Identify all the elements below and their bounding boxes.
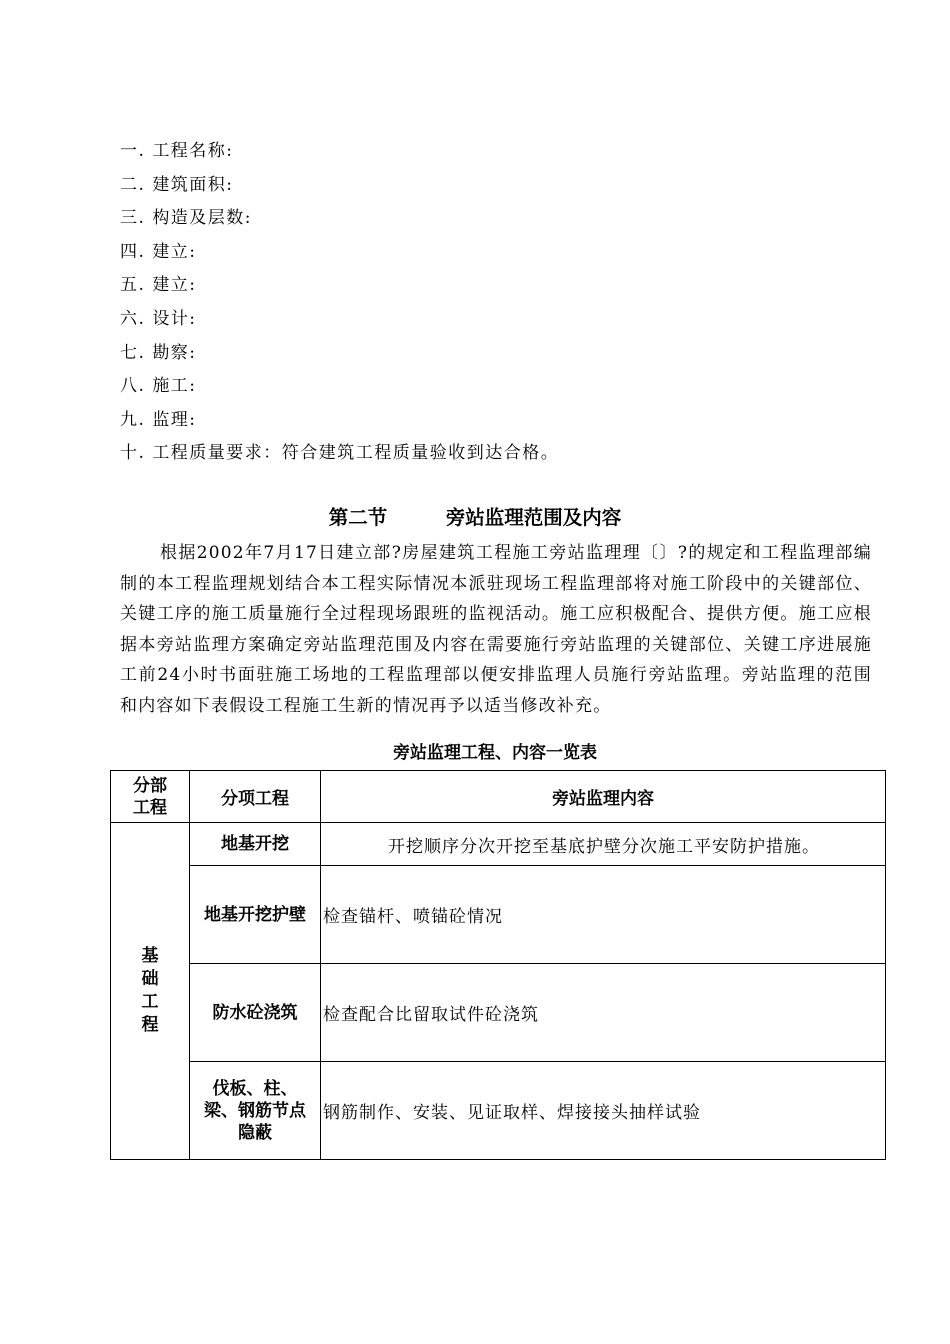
list-item-number: 十. — [120, 443, 146, 464]
list-item-text: 构造及层数: — [152, 208, 253, 229]
content-cell: 检查配合比留取试件砼浇筑 — [321, 964, 886, 1062]
list-item — [120, 406, 559, 440]
list-item-text: 建筑面积: — [152, 174, 234, 195]
list-item-number: 七. — [120, 342, 146, 363]
content-cell: 钢筋制作、安装、见证取样、焊接接头抽样试验 — [321, 1062, 886, 1160]
subitem-cell: 地基开挖护壁 — [190, 866, 321, 964]
list-item-number: 三. — [120, 208, 146, 229]
header-content: 旁站监理内容 — [321, 771, 886, 823]
content-cell: 检查锚杆、喷锚砼情况 — [321, 866, 886, 964]
table-row — [111, 866, 886, 964]
table-row — [111, 823, 886, 866]
project-info-list — [120, 137, 559, 473]
subitem-cell: 防水砼浇筑 — [190, 964, 321, 1062]
list-item-number: 四. — [120, 241, 146, 262]
list-item — [120, 439, 559, 473]
content-cell: 开挖顺序分次开挖至基底护壁分次施工平安防护措施。 — [321, 823, 886, 866]
list-item-number: 五. — [120, 275, 146, 296]
list-item — [120, 372, 559, 406]
list-item-number: 一. — [120, 141, 146, 161]
list-item-text: 工程质量要求：符合建筑工程质量验收到达合格。 — [152, 443, 560, 464]
body-paragraph: 根据2002年7月17日建立部?房屋建筑工程施工旁站监理理〔〕?的规定和工程监理部编制的本工程监理规划结合本工程实际情况本派驻现场工程监理部将对施工阶段中的关键部位、关键工序的施工质量施行全过程现场跟班的监视活动。施工应积极配合、提供方便。施工应根据本旁站监理方案确定旁站监理范围及内容在需要施行旁站监理的关键部位、关键工序进展施工前24小时书面驻施工场地的工程监理部以便安排监理人员施行旁站监理。旁站监理的范围和内容如下表假设工程施工生新的情况再予以适当修改补充。 — [120, 543, 872, 716]
list-item-text: 监理: — [152, 409, 197, 430]
list-item-text: 建立: — [152, 241, 197, 262]
subitem-cell: 伐板、柱、梁、钢筋节点隐蔽 — [190, 1062, 321, 1160]
table-header-row — [111, 771, 886, 823]
list-item-text: 工程名称: — [152, 141, 234, 161]
table-row — [111, 964, 886, 1062]
supervision-table — [110, 770, 886, 1160]
table-row — [111, 1062, 886, 1160]
division-label: 基础工程 — [141, 946, 159, 1035]
list-item-text: 建立: — [152, 275, 197, 296]
list-item — [120, 238, 559, 272]
list-item — [120, 204, 559, 238]
list-item — [120, 339, 559, 373]
list-item-number: 九. — [120, 409, 146, 430]
list-item-text: 勘察: — [152, 342, 197, 363]
header-division: 分部工程 — [111, 771, 190, 823]
list-item — [120, 137, 559, 171]
section-heading: 第二节 旁站监理范围及内容 — [328, 506, 622, 529]
list-item-number: 二. — [120, 174, 146, 195]
list-item-text: 施工: — [152, 376, 197, 397]
list-item — [120, 271, 559, 305]
list-item-number: 六. — [120, 308, 146, 329]
list-item-number: 八. — [120, 376, 146, 397]
list-item — [120, 171, 559, 205]
list-item-text: 设计: — [152, 308, 197, 329]
division-cell — [111, 823, 190, 1160]
header-subitem: 分项工程 — [190, 771, 321, 823]
subitem-cell: 地基开挖 — [190, 823, 321, 866]
table-title: 旁站监理工程、内容一览表 — [393, 743, 597, 763]
list-item — [120, 305, 559, 339]
